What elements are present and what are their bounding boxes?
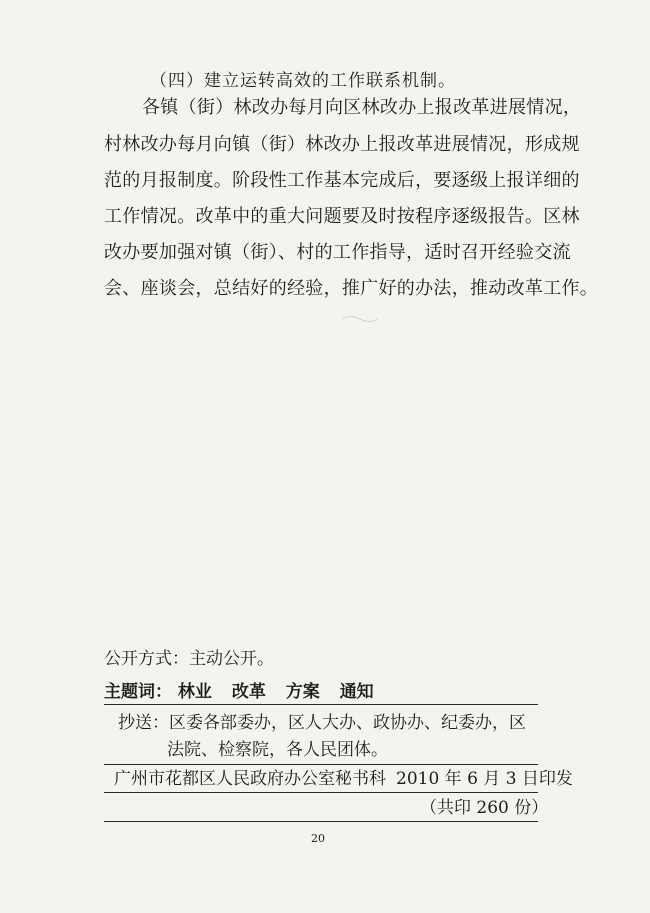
- keyword: 方案: [285, 682, 320, 702]
- paragraph-line: 村林改办每月向镇（街）林改办上报改革进展情况，形成规: [104, 134, 580, 155]
- paragraph-line: 工作情况。改革中的重大问题要及时按程序逐级报告。区林: [104, 206, 580, 227]
- keywords-label: 主题词：: [104, 682, 172, 702]
- section-heading: （四）建立运转高效的工作联系机制。: [150, 71, 456, 91]
- cc-line: 法院、检察院，各人民团体。: [167, 740, 388, 760]
- keywords-line: [104, 681, 388, 703]
- issuer: 广州市花都区人民政府办公室秘书科: [114, 769, 386, 789]
- paragraph-line: 会、座谈会，总结好的经验，推广好的办法，推动改革工作。: [104, 278, 599, 299]
- keyword: 通知: [339, 682, 374, 702]
- scan-smudge: [340, 312, 380, 326]
- divider: [104, 704, 538, 705]
- issue-date: 2010 年 6 月 3 日印发: [396, 769, 573, 789]
- divider: [104, 792, 538, 793]
- page-number: 20: [311, 832, 325, 845]
- paragraph-line: 范的月报制度。阶段性工作基本完成后，要逐级上报详细的: [104, 170, 580, 191]
- keyword: 改革: [231, 682, 266, 702]
- disclosure-line: 公开方式：主动公开。: [104, 649, 274, 669]
- paragraph-line: 改办要加强对镇（街）、村的工作指导，适时召开经验交流: [104, 242, 571, 263]
- keyword: 林业: [177, 682, 212, 702]
- divider: [104, 821, 538, 822]
- copies-count: （共印 260 份）: [420, 798, 549, 818]
- divider: [104, 764, 538, 765]
- paragraph-line: 各镇（街）林改办每月向区林改办上报改革进展情况，: [142, 97, 582, 118]
- cc-line: 抄送：区委各部委办，区人大办、政协办、纪委办，区: [118, 713, 526, 733]
